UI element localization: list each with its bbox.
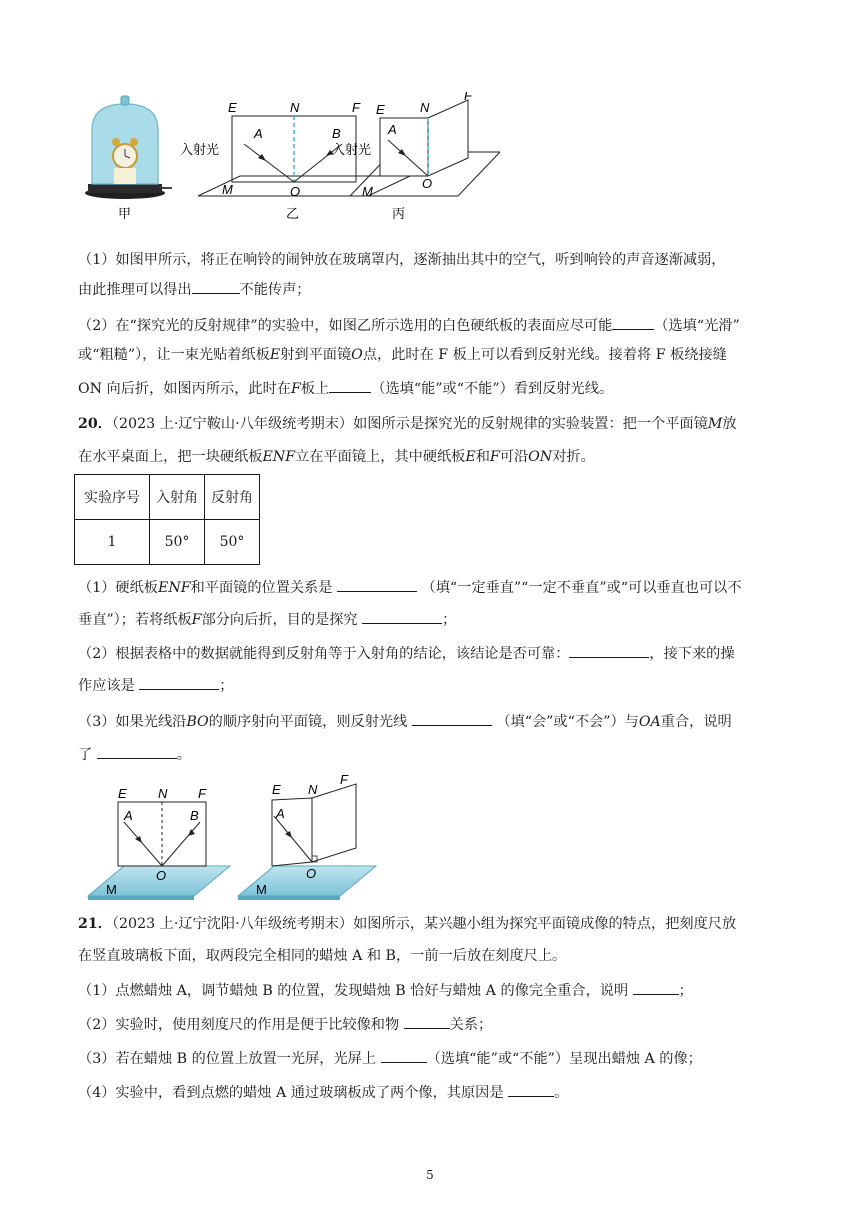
text: （1）如图甲所示，将正在响铃的闹钟放在玻璃罩内，逐渐抽出其中的空气，听到响铃的声音逐渐减弱， bbox=[78, 252, 726, 268]
letter-N: N bbox=[290, 100, 300, 115]
q19-p2-line1 bbox=[78, 315, 740, 336]
italic-var: F bbox=[191, 612, 202, 628]
text: 了 bbox=[78, 747, 93, 763]
q20-p3-line1 bbox=[78, 711, 732, 732]
text: ； bbox=[442, 612, 457, 628]
q19-p1-line1 bbox=[78, 250, 725, 270]
incident-light-label: 入射光 bbox=[180, 142, 220, 157]
text: 的顺序射向平面镜，则反射光线 bbox=[208, 714, 408, 730]
text: （选填“能”或“不能”）呈现出蜡烛 A 的像； bbox=[426, 1051, 702, 1067]
letter-F: F bbox=[340, 772, 348, 787]
text: 可沿 bbox=[499, 449, 529, 465]
italic-var: F bbox=[291, 381, 301, 397]
q20-line1 bbox=[78, 414, 737, 434]
q19-p2-line2 bbox=[78, 345, 727, 365]
text: 作应该是 bbox=[78, 678, 135, 694]
table-header: 入射角 bbox=[150, 475, 205, 520]
q21-line2 bbox=[78, 946, 566, 966]
text: （填“一定垂直”“一定不垂直”或“可以垂直也可以不 bbox=[421, 580, 742, 596]
letter-E: E bbox=[376, 102, 385, 117]
letter-N: N bbox=[158, 786, 168, 801]
text: （3）若在蜡烛 B 的位置上放置一光屏，光屏上 bbox=[78, 1051, 377, 1067]
letter-N: N bbox=[308, 782, 318, 797]
answer-blank[interactable] bbox=[329, 378, 371, 393]
figure-jia-yi-bing bbox=[80, 92, 500, 232]
italic-var: E bbox=[465, 449, 476, 465]
text: 如图所示，某兴趣小组为探究平面镜成像的特点，把刻度尺放 bbox=[353, 916, 737, 932]
letter-M: M bbox=[362, 184, 373, 199]
letter-A: A bbox=[254, 126, 263, 141]
text: 垂直”）；若将纸板 bbox=[78, 612, 192, 628]
text: （1）硬纸板 bbox=[78, 580, 158, 596]
answer-blank[interactable] bbox=[97, 744, 177, 759]
table-row bbox=[75, 520, 260, 565]
q21-p3 bbox=[78, 1048, 702, 1069]
text: 立在平面镜上，其中硬纸板 bbox=[295, 449, 466, 465]
page-number: 5 bbox=[426, 1168, 434, 1182]
answer-blank[interactable] bbox=[404, 1014, 450, 1029]
text: 不能传声； bbox=[239, 282, 311, 298]
text: 由此推理可以得出 bbox=[78, 282, 192, 298]
label-yi: 乙 bbox=[286, 206, 300, 221]
letter-A: A bbox=[124, 808, 133, 823]
q20-p1-line2 bbox=[78, 609, 456, 630]
answer-blank[interactable] bbox=[381, 1048, 427, 1063]
letter-N: N bbox=[420, 100, 430, 115]
text: 放 bbox=[722, 416, 737, 432]
q21-p2 bbox=[78, 1014, 492, 1035]
italic-var: M bbox=[707, 416, 723, 432]
table-header: 实验序号 bbox=[75, 475, 150, 520]
q20-p2-line1 bbox=[78, 643, 735, 664]
q21-p1 bbox=[78, 980, 693, 1001]
bell-jar-figure bbox=[85, 96, 172, 199]
letter-F: F bbox=[198, 786, 206, 801]
text: 在竖直玻璃板下面，取两段完全相同的蜡烛 A 和 B，一前一后放在刻度尺上。 bbox=[78, 948, 567, 964]
q21-p4 bbox=[78, 1082, 568, 1103]
italic-var: ENF bbox=[157, 580, 191, 596]
letter-E: E bbox=[118, 786, 127, 801]
table-cell: 50° bbox=[205, 520, 260, 565]
question-number: 21． bbox=[78, 916, 112, 932]
q19-p2-line3 bbox=[78, 378, 613, 399]
italic-var: BO bbox=[186, 714, 209, 730]
q20-p1-line1 bbox=[78, 577, 742, 598]
text: 点，此时在 F 板上可以看到反射光线。接着将 F 板绕接缝 bbox=[362, 347, 727, 363]
letter-M: M bbox=[106, 882, 117, 897]
text: 或“粗糙”），让一束光贴着纸板 bbox=[78, 347, 270, 363]
answer-blank[interactable] bbox=[362, 609, 442, 624]
text: ，接下来的操 bbox=[649, 646, 735, 662]
q20-line2 bbox=[78, 447, 595, 467]
text: 如图所示是探究光的反射规律的实验装置：把一个平面镜 bbox=[353, 416, 708, 432]
text: 。 bbox=[176, 747, 191, 763]
question-source: （2023 上·辽宁鞍山·八年级统考期末） bbox=[111, 416, 354, 432]
question-number: 20． bbox=[78, 416, 112, 432]
table-cell: 50° bbox=[150, 520, 205, 565]
text: 对折。 bbox=[552, 449, 595, 465]
letter-B: B bbox=[190, 808, 199, 823]
setup-flat bbox=[88, 786, 230, 900]
text: 射到平面镜 bbox=[280, 347, 352, 363]
text: 部分向后折，目的是探究 bbox=[201, 612, 358, 628]
text: （2）实验时，使用刻度尺的作用是便于比较像和物 bbox=[78, 1017, 400, 1033]
letter-O: O bbox=[290, 184, 301, 199]
text: （选填“光滑” bbox=[654, 318, 740, 334]
letter-A: A bbox=[388, 122, 397, 137]
label-bing: 丙 bbox=[392, 206, 406, 221]
text: （4）实验中，看到点燃的蜡烛 A 通过玻璃板成了两个像，其原因是 bbox=[78, 1085, 504, 1101]
italic-var: ENF bbox=[262, 449, 296, 465]
text: ； bbox=[219, 678, 234, 694]
answer-blank[interactable] bbox=[569, 643, 649, 658]
text: 在水平桌面上，把一块硬纸板 bbox=[78, 449, 263, 465]
letter-M: M bbox=[222, 182, 233, 197]
text: （2）在“探究光的反射规律”的实验中，如图乙所示选用的白色硬纸板的表面应尽可能 bbox=[78, 318, 613, 334]
q20-p3-line2 bbox=[78, 744, 191, 765]
letter-M: M bbox=[256, 882, 267, 897]
text: （2）根据表格中的数据就能得到反射角等于入射角的结论，该结论是否可靠： bbox=[78, 646, 570, 662]
question-source: （2023 上·辽宁沈阳·八年级统考期末） bbox=[111, 916, 354, 932]
text: 关系； bbox=[449, 1017, 493, 1033]
q20-p2-line2 bbox=[78, 675, 233, 696]
label-jia: 甲 bbox=[118, 206, 132, 221]
text: （3）如果光线沿 bbox=[78, 714, 187, 730]
table-cell: 1 bbox=[75, 520, 150, 565]
figure-reflection-setups bbox=[80, 770, 390, 900]
q19-p1-line2 bbox=[78, 279, 310, 300]
setup-folded bbox=[238, 772, 376, 900]
letter-F: F bbox=[464, 92, 472, 103]
text: （1）点燃蜡烛 A，调节蜡烛 B 的位置，发现蜡烛 B 恰好与蜡烛 A 的像完全重合，说明 bbox=[78, 983, 629, 999]
answer-blank[interactable] bbox=[192, 279, 240, 294]
text: 板上 bbox=[300, 381, 330, 397]
data-table bbox=[74, 474, 260, 565]
italic-var: F bbox=[489, 449, 500, 465]
text: ； bbox=[678, 983, 693, 999]
answer-blank[interactable] bbox=[412, 711, 492, 726]
table-header: 反射角 bbox=[205, 475, 260, 520]
text: 重合，说明 bbox=[660, 714, 732, 730]
italic-var: OA bbox=[638, 714, 661, 730]
italic-var: E bbox=[269, 347, 281, 363]
text: 。 bbox=[554, 1085, 569, 1101]
letter-A: A bbox=[276, 806, 285, 821]
answer-blank[interactable] bbox=[337, 577, 417, 592]
italic-var: ON bbox=[528, 449, 553, 465]
text: （填“会”或“不会”）与 bbox=[496, 714, 639, 730]
italic-var: O bbox=[351, 347, 363, 363]
text: 和平面镜的位置关系是 bbox=[190, 580, 333, 596]
answer-blank[interactable] bbox=[139, 675, 219, 690]
table-header-row bbox=[75, 475, 260, 520]
answer-blank[interactable] bbox=[612, 315, 654, 330]
incident-light-label: 入射光 bbox=[332, 142, 372, 157]
letter-B: B bbox=[332, 126, 341, 141]
answer-blank[interactable] bbox=[508, 1082, 554, 1097]
answer-blank[interactable] bbox=[633, 980, 679, 995]
letter-E: E bbox=[272, 782, 281, 797]
letter-E: E bbox=[228, 100, 237, 115]
letter-F: F bbox=[352, 100, 360, 115]
text: ON 向后折，如图丙所示，此时在 bbox=[78, 381, 291, 397]
q21-line1 bbox=[78, 914, 736, 934]
letter-O: O bbox=[422, 176, 433, 191]
letter-O: O bbox=[156, 868, 167, 883]
letter-O: O bbox=[306, 866, 317, 881]
text: （选填“能”或“不能”）看到反射光线。 bbox=[371, 381, 614, 397]
text: 和 bbox=[475, 449, 490, 465]
